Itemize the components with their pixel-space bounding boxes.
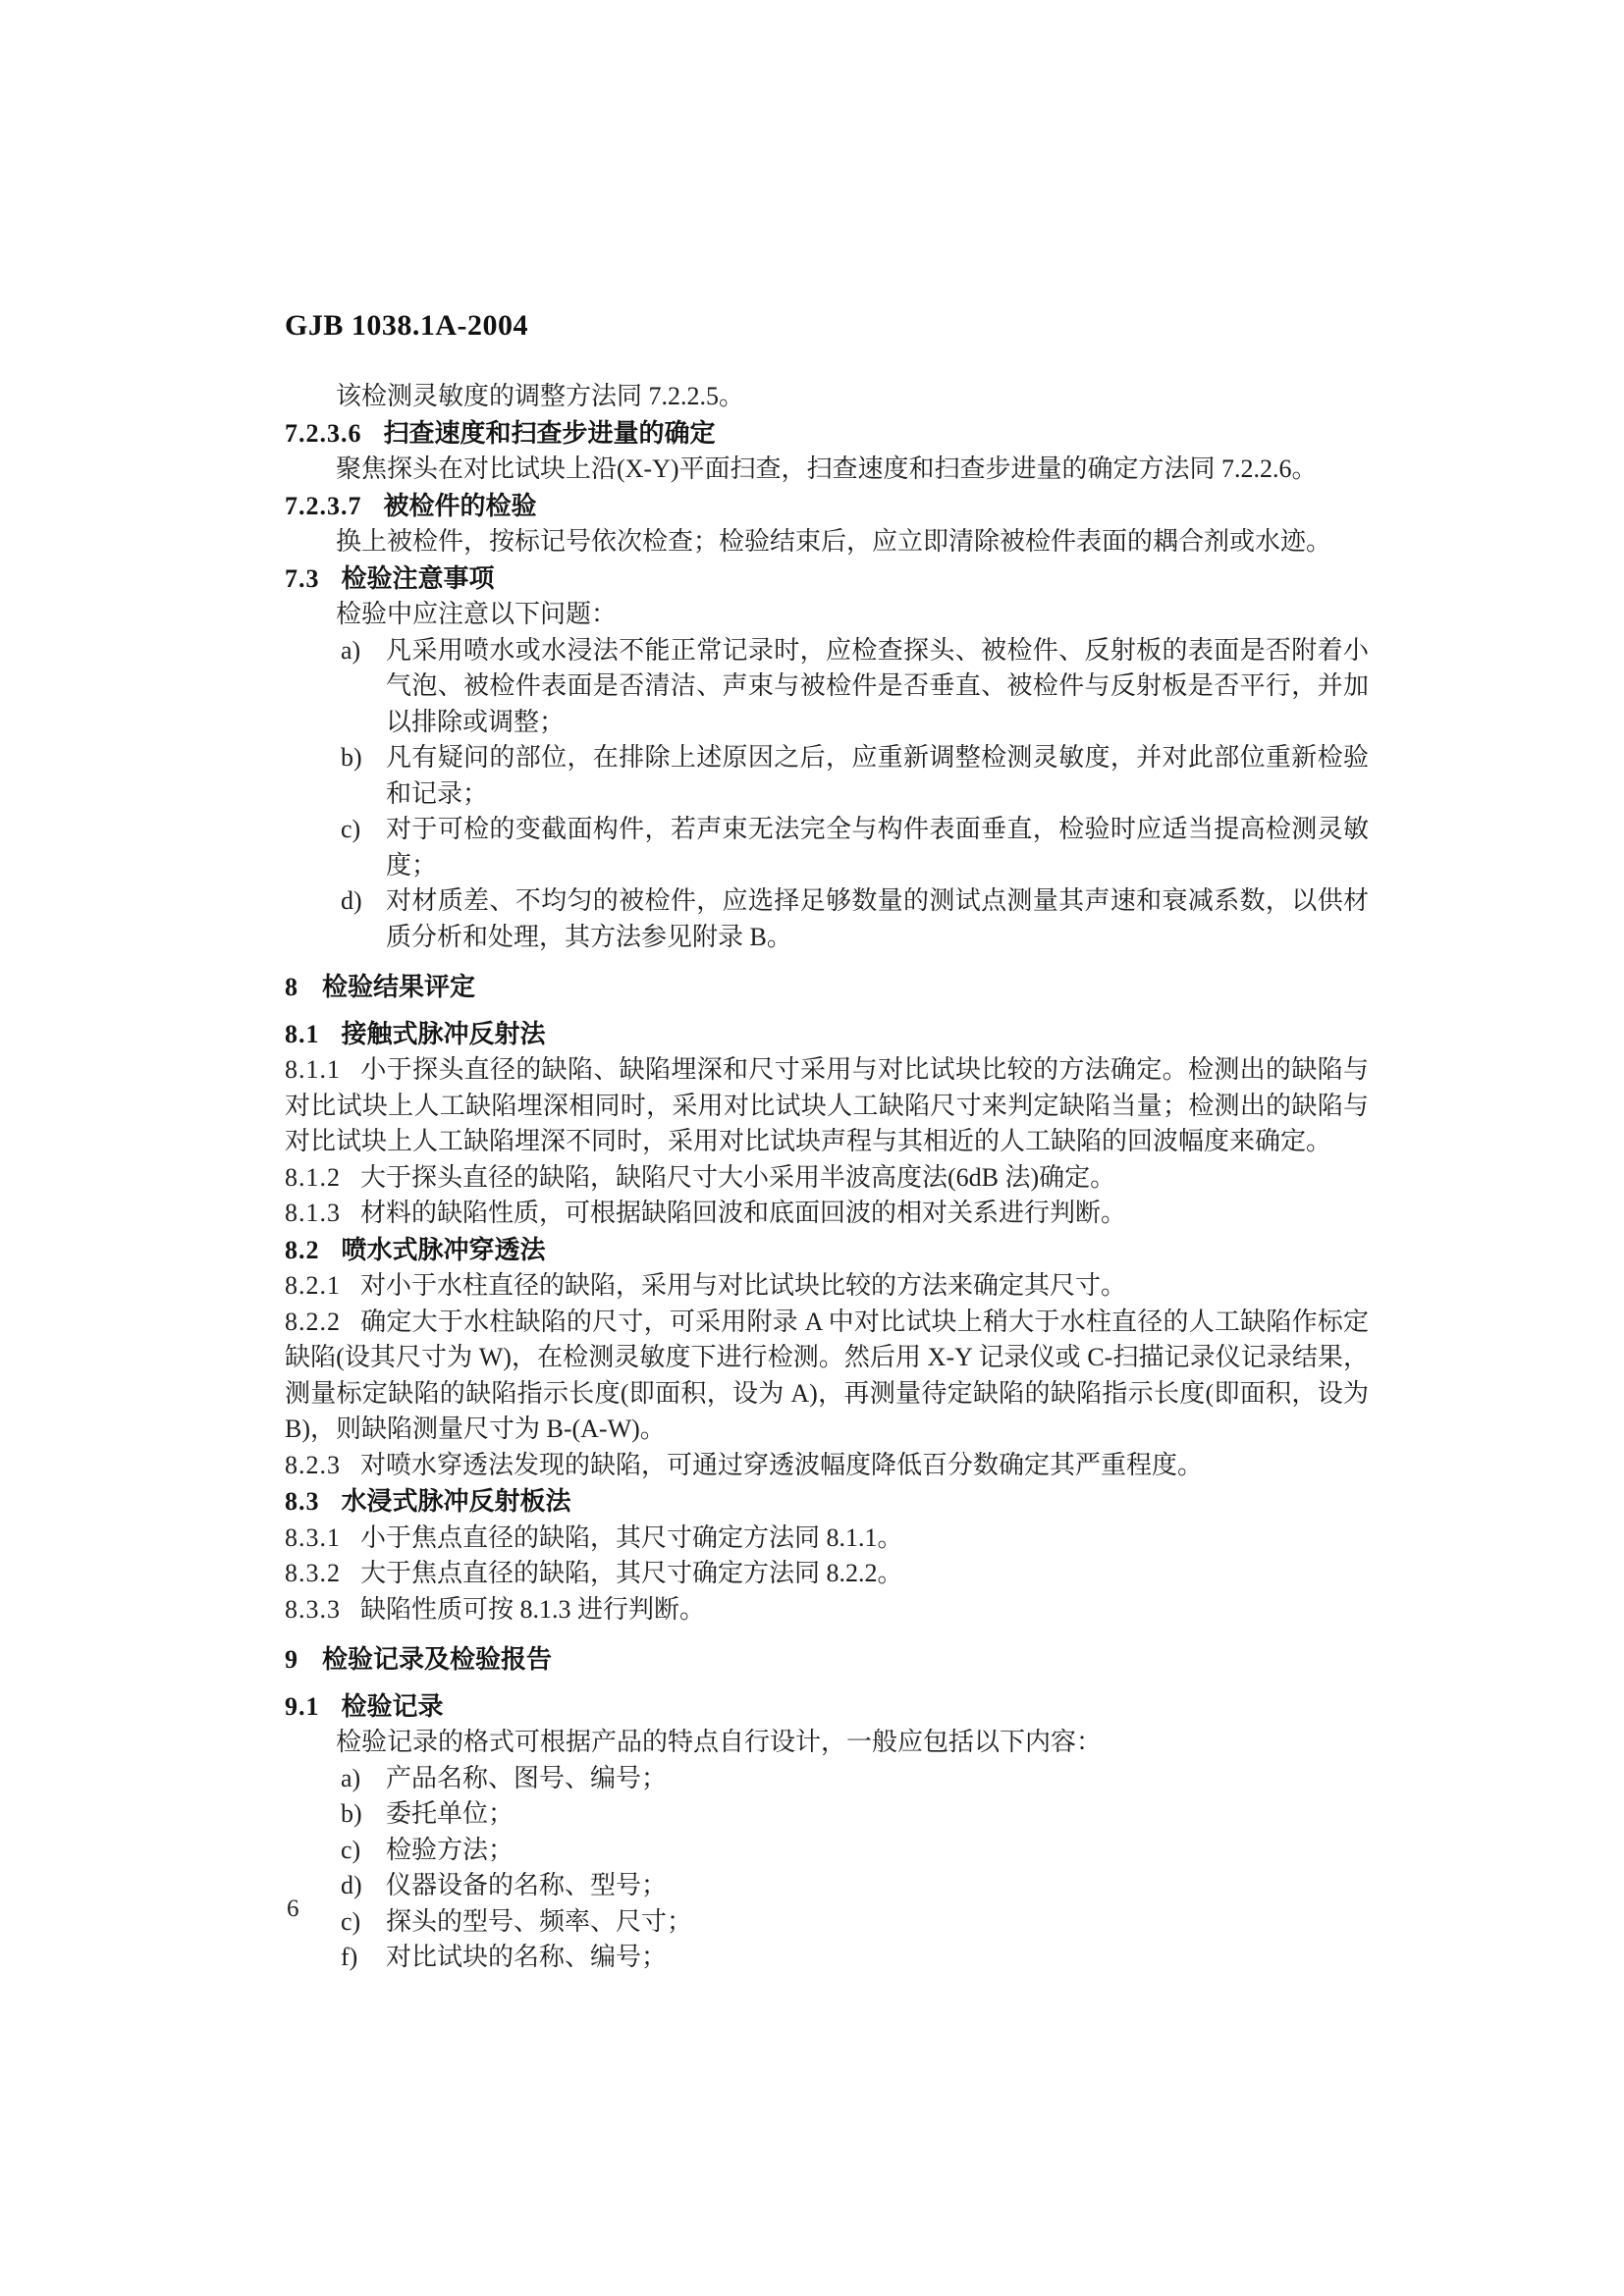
list-marker: a) [341,1763,361,1792]
list-marker: a) [341,635,361,665]
numbered-paragraph [285,1592,1369,1629]
section-title: 喷水式脉冲穿透法 [341,1234,546,1264]
section-number: 8.2 [285,1235,320,1264]
chapter-number: 9 [285,1645,298,1674]
section-number: 9.1 [285,1691,320,1721]
section-title: 检验记录 [341,1690,444,1721]
doc-code: GJB 1038.1A-2004 [285,309,528,342]
chapter-heading [285,1641,1369,1679]
list-text: 检验方法； [386,1835,514,1864]
section-heading [285,488,1369,525]
paragraph-number: 8.2.3 [285,1450,341,1479]
paragraph-text: 缺陷性质可按 8.1.3 进行判断。 [360,1594,706,1624]
paragraph-text: 确定大于水柱缺陷的尺寸，可采用附录 A 中对比试块上稍大于水柱直径的人工缺陷作标定缺陷(设其尺寸为 W)，在检测灵敏度下进行检测。然后用 X-Y 记录仪或 C-扫描记录仪记录结果，测量标定缺陷的缺陷指示长度(即面积，设为 A)，再测量待定缺陷的缺陷指示长度(即面积，设为 B)，则缺陷测量尺寸为 B-(A-W)。 [285,1307,1369,1443]
list-marker: b) [341,1799,362,1828]
section-title: 接触式脉冲反射法 [341,1018,546,1048]
paragraph-number: 8.1.2 [285,1162,341,1192]
paragraph-number: 8.1.1 [285,1055,341,1084]
paragraph-number: 8.3.2 [285,1559,341,1587]
section-number: 7.2.3.6 [285,418,362,448]
section-title: 扫查速度和扫查步进量的确定 [383,417,716,448]
list-item [285,1833,1369,1869]
list-marker: f) [341,1943,358,1971]
paragraph: 该检测灵敏度的调整方法同 7.2.2.5。 [336,382,745,410]
list-text: 探头的型号、频率、尺寸； [386,1906,693,1936]
list-item [285,1868,1369,1904]
paragraph-text: 对小于水柱直径的缺陷，采用与对比试块比较的方法来确定其尺寸。 [360,1271,1127,1300]
list-item [285,812,1369,883]
numbered-paragraph [285,1268,1369,1305]
numbered-paragraph [285,1196,1369,1232]
section-title: 被检件的检验 [383,490,537,520]
paragraph: 换上被检件，按标记号依次检查；检验结束后，应立即清除被检件表面的耦合剂或水迹。 [336,527,1332,556]
list-item [285,1761,1369,1797]
numbered-paragraph [285,1448,1369,1484]
section-number: 8.1 [285,1019,320,1048]
numbered-paragraph [285,1160,1369,1197]
list-text: 凡有疑问的部位，在排除上述原因之后，应重新调整检测灵敏度，并对此部位重新检验和记录； [386,743,1369,808]
list-marker: d) [341,886,362,915]
section-title: 水浸式脉冲反射板法 [341,1486,571,1516]
chapter-title: 检验记录及检验报告 [322,1644,553,1674]
chapter-number: 8 [285,973,298,1001]
section-heading [285,1016,1369,1053]
list-text: 凡采用喷水或水浸法不能正常记录时，应检查探头、被检件、反射板的表面是否附着小气泡、被检件表面是否清洁、声束与被检件是否垂直、被检件与反射板是否平行，并加以排除或调整； [386,635,1369,736]
list-text: 产品名称、图号、编号； [386,1763,668,1792]
chapter-title: 检验结果评定 [322,972,476,1001]
list-item [285,883,1369,955]
paragraph: 检验中应注意以下问题： [336,600,618,628]
list-text: 对材质差、不均匀的被检件，应选择足够数量的测试点测量其声速和衰减系数，以供材质分析和处理，其方法参见附录 B。 [386,886,1369,951]
paragraph-text: 对喷水穿透法发现的缺陷，可通过穿透波幅度降低百分数确定其严重程度。 [360,1450,1204,1479]
numbered-paragraph [285,1521,1369,1557]
numbered-paragraph [285,1556,1369,1592]
numbered-paragraph [285,1052,1369,1160]
list-item [285,1940,1369,1976]
list-marker: c) [341,815,361,843]
paragraph-text: 大于探头直径的缺陷，缺陷尺寸大小采用半波高度法(6dB 法)确定。 [360,1162,1116,1192]
section-number: 7.3 [285,563,320,593]
numbered-paragraph [285,1305,1369,1448]
paragraph-number: 8.3.3 [285,1594,341,1624]
paragraph-text: 大于焦点直径的缺陷，其尺寸确定方法同 8.2.2。 [360,1559,903,1587]
paragraph-number: 8.2.1 [285,1271,341,1300]
list-marker: c) [341,1906,361,1936]
section-heading [285,1483,1369,1521]
section-number: 7.2.3.7 [285,491,362,520]
list-text: 对于可检的变截面构件，若声束无法完全与构件表面垂直，检验时应适当提高检测灵敏度； [386,815,1369,880]
list-marker: d) [341,1871,362,1899]
paragraph-text: 小于焦点直径的缺陷，其尺寸确定方法同 8.1.1。 [360,1522,903,1552]
paragraph-number: 8.3.1 [285,1522,341,1552]
paragraph-number: 8.2.2 [285,1307,341,1336]
list-text: 仪器设备的名称、型号； [386,1871,668,1899]
paragraph-text: 小于探头直径的缺陷、缺陷埋深和尺寸采用与对比试块比较的方法确定。检测出的缺陷与对比试块上人工缺陷埋深相同时，采用对比试块人工缺陷尺寸来判定缺陷当量；检测出的缺陷与对比试块上人工缺陷埋深不同时，采用对比试块声程与其相近的人工缺陷的回波幅度来确定。 [285,1055,1369,1155]
section-heading [285,1232,1369,1269]
page-number: 6 [287,1896,299,1922]
section-heading [285,561,1369,598]
section-title: 检验注意事项 [341,562,495,593]
section-number: 8.3 [285,1487,320,1516]
section-heading [285,415,1369,453]
list-item [285,633,1369,741]
list-text: 委托单位； [386,1799,514,1828]
paragraph: 检验记录的格式可根据产品的特点自行设计，一般应包括以下内容： [336,1728,1103,1756]
paragraph-text: 材料的缺陷性质，可根据缺陷回波和底面回波的相对关系进行判断。 [360,1199,1127,1227]
list-text: 对比试块的名称、编号； [386,1943,668,1971]
section-heading [285,1688,1369,1726]
list-marker: b) [341,743,362,772]
list-marker: c) [341,1835,361,1864]
chapter-heading [285,969,1369,1006]
page-content [285,306,1369,1976]
paragraph: 聚焦探头在对比试块上沿(X-Y)平面扫查，扫查速度和扫查步进量的确定方法同 7.2.2.6。 [336,454,1318,483]
list-item [285,740,1369,812]
paragraph-number: 8.1.3 [285,1199,341,1227]
list-item [285,1904,1369,1941]
list-item [285,1796,1369,1833]
